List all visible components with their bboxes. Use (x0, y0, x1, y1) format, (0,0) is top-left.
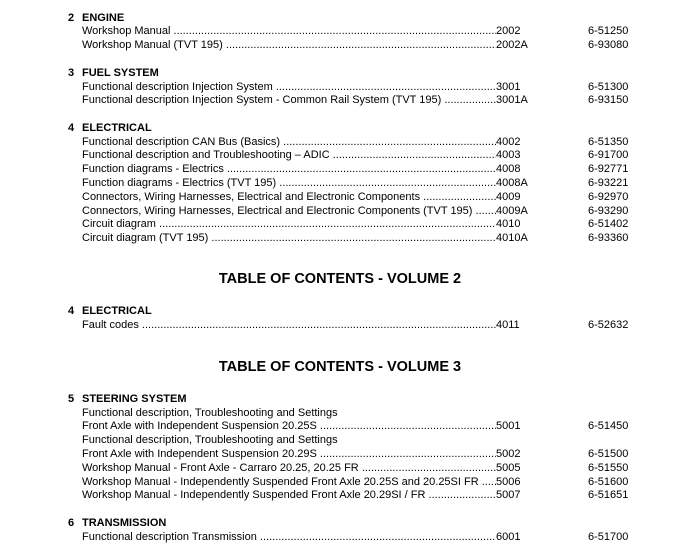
toc-row (82, 489, 672, 503)
volume-2-heading: TABLE OF CONTENTS - VOLUME 2 (0, 271, 680, 288)
toc-row-title: Circuit diagram (TVT 195) ..... (82, 232, 497, 246)
toc-row-title: Front Axle with Independent Suspension 20.25S ..... (82, 420, 497, 434)
section-title: TRANSMISSION (82, 517, 166, 530)
toc-row (82, 476, 672, 490)
toc-row-part-number: 6-93150 (588, 94, 628, 108)
toc-row-title: Functional description CAN Bus (Basics) ..... (82, 136, 497, 150)
toc-row (82, 218, 672, 232)
section-title: ELECTRICAL (82, 122, 152, 135)
toc-row-code: 4011 (496, 319, 520, 333)
toc-row-part-number: 6-93221 (588, 177, 628, 191)
toc-row-code: 2002 (496, 25, 520, 39)
section-title: ELECTRICAL (82, 305, 152, 318)
toc-row (82, 531, 672, 544)
toc-row-title: Functional description, Troubleshooting and Settings (82, 407, 497, 421)
toc-row-part-number: 6-51500 (588, 448, 628, 462)
toc-row-code: 5002 (496, 448, 520, 462)
toc-row-title: Function diagrams - Electrics ..... (82, 163, 497, 177)
toc-row-code: 4009A (496, 205, 528, 219)
toc-row-code: 4008 (496, 163, 520, 177)
toc-row-part-number: 6-51700 (588, 531, 628, 544)
toc-row-part-number: 6-91700 (588, 149, 628, 163)
toc-row-code: 4002 (496, 136, 520, 150)
toc-row (82, 232, 672, 246)
toc-row-code: 5005 (496, 462, 520, 476)
toc-row-label (82, 407, 672, 421)
section-number: 4 (68, 305, 74, 318)
toc-row-part-number: 6-51402 (588, 218, 628, 232)
toc-row-code: 2002A (496, 39, 528, 53)
volume-3-heading: TABLE OF CONTENTS - VOLUME 3 (0, 359, 680, 376)
toc-row-part-number: 6-51651 (588, 489, 628, 503)
section-number: 5 (68, 393, 74, 406)
toc-row-title: Workshop Manual - Front Axle - Carraro 20.25, 20.25 FR ..... (82, 462, 497, 476)
toc-row-code: 5001 (496, 420, 520, 434)
toc-row-title: Workshop Manual (TVT 195) ..... (82, 39, 497, 53)
toc-row-title: Functional description and Troubleshooting – ADIC ..... (82, 149, 497, 163)
toc-row (82, 319, 672, 333)
toc-row-title: Connectors, Wiring Harnesses, Electrical and Electronic Components (TVT 195) ..... (82, 205, 497, 219)
toc-row-part-number: 6-51250 (588, 25, 628, 39)
toc-row-code: 3001 (496, 81, 520, 95)
toc-row-code: 4008A (496, 177, 528, 191)
toc-row-code: 6001 (496, 531, 520, 544)
toc-row-part-number: 6-93290 (588, 205, 628, 219)
toc-row-part-number: 6-51550 (588, 462, 628, 476)
toc-row-code: 5006 (496, 476, 520, 490)
toc-row (82, 177, 672, 191)
toc-row-code: 5007 (496, 489, 520, 503)
toc-row (82, 149, 672, 163)
toc-row-title: Front Axle with Independent Suspension 20.29S ..... (82, 448, 497, 462)
toc-row (82, 136, 672, 150)
section-number: 3 (68, 67, 74, 80)
toc-row-title: Workshop Manual - Independently Suspended Front Axle 20.25S and 20.25SI FR ..... (82, 476, 497, 490)
toc-row-title: Function diagrams - Electrics (TVT 195) ..... (82, 177, 497, 191)
section-title: FUEL SYSTEM (82, 67, 159, 80)
toc-row (82, 205, 672, 219)
toc-row-part-number: 6-51350 (588, 136, 628, 150)
toc-row-title: Functional description Transmission ..... (82, 531, 497, 544)
toc-row (82, 25, 672, 39)
toc-row-title: Functional description Injection System - Common Rail System (TVT 195) ..... (82, 94, 497, 108)
toc-row (82, 81, 672, 95)
toc-row-title: Workshop Manual ..... (82, 25, 497, 39)
toc-row (82, 420, 672, 434)
toc-row (82, 191, 672, 205)
toc-row (82, 94, 672, 108)
toc-row (82, 462, 672, 476)
toc-row-code: 4009 (496, 191, 520, 205)
toc-row-label (82, 434, 672, 448)
toc-row-part-number: 6-51450 (588, 420, 628, 434)
toc-row-code: 3001A (496, 94, 528, 108)
toc-row-title: Circuit diagram ..... (82, 218, 497, 232)
toc-row (82, 163, 672, 177)
toc-row (82, 39, 672, 53)
section-title: ENGINE (82, 12, 124, 25)
toc-row-part-number: 6-51600 (588, 476, 628, 490)
section-number: 2 (68, 12, 74, 25)
toc-row-title: Functional description, Troubleshooting and Settings (82, 434, 497, 448)
section-number: 4 (68, 122, 74, 135)
toc-row-part-number: 6-93360 (588, 232, 628, 246)
toc-row-title: Connectors, Wiring Harnesses, Electrical and Electronic Components ..... (82, 191, 497, 205)
toc-row-title: Functional description Injection System ..... (82, 81, 497, 95)
section-number: 6 (68, 517, 74, 530)
section-title: STEERING SYSTEM (82, 393, 187, 406)
toc-row-part-number: 6-92771 (588, 163, 628, 177)
toc-row-code: 4010 (496, 218, 520, 232)
toc-row-title: Workshop Manual - Independently Suspended Front Axle 20.29SI / FR ..... (82, 489, 497, 503)
toc-row-code: 4003 (496, 149, 520, 163)
toc-row-code: 4010A (496, 232, 528, 246)
toc-row (82, 448, 672, 462)
toc-row-part-number: 6-52632 (588, 319, 628, 333)
toc-row-part-number: 6-51300 (588, 81, 628, 95)
toc-row-title: Fault codes ..... (82, 319, 497, 333)
toc-row-part-number: 6-93080 (588, 39, 628, 53)
toc-row-part-number: 6-92970 (588, 191, 628, 205)
